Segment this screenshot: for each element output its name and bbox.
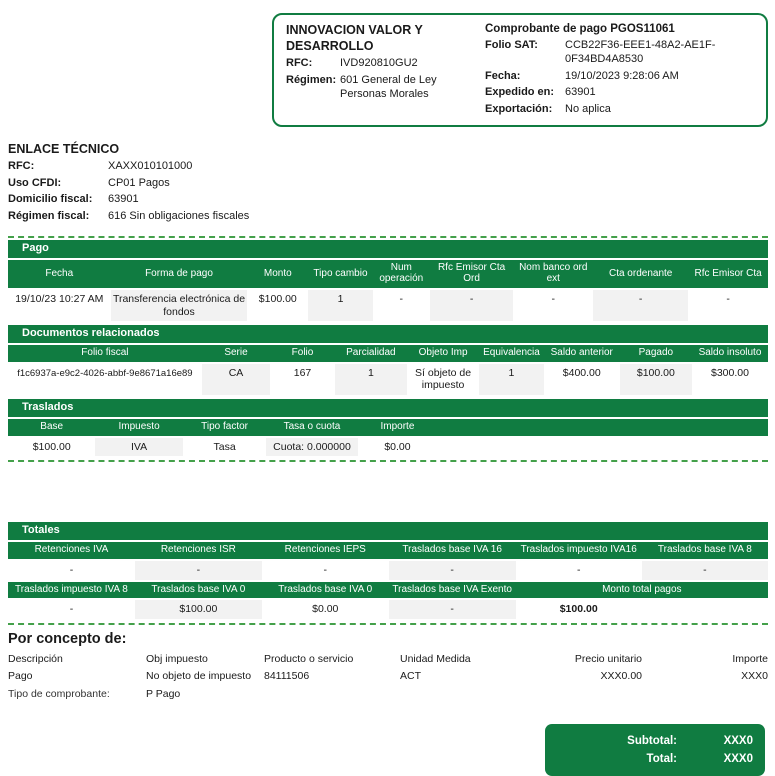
documentos-header-cell: Serie (202, 345, 270, 362)
pago-header-cell: Num operación (373, 260, 430, 288)
traslados-table (8, 399, 768, 458)
receiver-info (8, 142, 775, 224)
dashed-separator (8, 623, 768, 625)
documentos-table (8, 325, 768, 397)
pago-header-cell: Fecha (8, 260, 111, 288)
folio-sat-value: CCB22F36-EEE1-48A2-AE1F-0F34BD4A8530 (565, 39, 716, 65)
totales-header-cell: Traslados base IVA 0 (135, 582, 262, 599)
traslados-header-cell: Tipo factor (183, 419, 267, 436)
total-value: XXX0 (723, 752, 753, 765)
fecha-value: 19/10/2023 9:28:06 AM (565, 69, 679, 82)
totales-monto-total-value: $100.00 (516, 600, 642, 619)
voucher-title: Comprobante de pago PGOS11061 (485, 23, 675, 35)
traslados-data-cell: $0.00 (358, 438, 438, 457)
traslados-header-row (8, 419, 768, 436)
emitter-name: INNOVACION VALOR Y DESARROLLO (286, 23, 423, 53)
dashed-separator (8, 460, 768, 462)
dashed-separator (8, 236, 768, 238)
totales-header-cell: Traslados base IVA 0 (262, 582, 389, 599)
receiver-usocfdi-label: Uso CFDI: (8, 176, 62, 189)
concepto-header-obj-impuesto: Obj impuesto (146, 652, 208, 665)
documentos-header-cell: Equivalencia (479, 345, 544, 362)
totales-data-row-2 (8, 600, 768, 619)
concepto-section (8, 631, 768, 704)
pago-header-cell: Rfc Emisor Cta Ord (430, 260, 514, 288)
receiver-regimen-label: Régimen fiscal: (8, 210, 90, 222)
traslados-table-title: Traslados (8, 399, 768, 417)
totales-data-cell: - (8, 600, 135, 619)
pago-data-cell: Transferencia electrónica de fondos (111, 290, 248, 321)
totales-data-cell: - (516, 561, 642, 580)
concepto-value-unidad: ACT (400, 670, 421, 683)
totales-header-cell: Traslados impuesto IVA 8 (8, 582, 135, 599)
emitter-rfc-label: RFC: (286, 57, 313, 70)
receiver-domicilio-label: Domicilio fiscal: (8, 193, 93, 206)
pago-header-cell: Rfc Emisor Cta (688, 260, 768, 288)
totales-data-cell: $0.00 (262, 600, 389, 619)
totales-header-cell: Traslados base IVA Exento (389, 582, 516, 599)
pago-header-cell: Forma de pago (111, 260, 248, 288)
concepto-header-producto: Producto o servicio (264, 652, 354, 665)
receiver-usocfdi-value: CP01 Pagos (108, 176, 170, 189)
totals-box (545, 724, 765, 776)
documentos-header-row (8, 345, 768, 362)
pago-data-cell: - (373, 290, 430, 321)
documentos-header-cell: Saldo insoluto (692, 345, 768, 362)
folio-sat-label: Folio SAT: (485, 39, 538, 51)
documentos-header-cell: Folio fiscal (8, 345, 202, 362)
totales-data-cell: $100.00 (135, 600, 262, 619)
pago-data-cell: $100.00 (247, 290, 308, 321)
concepto-header-descripcion: Descripción (8, 652, 63, 665)
traslados-data-cell: $100.00 (8, 438, 95, 457)
documentos-data-cell: 167 (270, 364, 335, 395)
documentos-header-cell: Folio (270, 345, 335, 362)
pago-table (8, 240, 768, 323)
pago-data-cell: - (513, 290, 593, 321)
concepto-header-importe: Importe (732, 652, 768, 665)
receiver-regimen-value: 616 Sin obligaciones fiscales (108, 210, 250, 222)
documentos-data-row (8, 364, 768, 395)
totales-data-cell: - (389, 600, 516, 619)
receiver-rfc-label: RFC: (8, 159, 35, 172)
traslados-header-filler (437, 419, 768, 436)
totales-header-cell: Retenciones IVA (8, 542, 135, 559)
traslados-data-cell: Tasa (183, 438, 267, 457)
documentos-data-cell: f1c6937a-e9c2-4026-abbf-9e8671a16e89 (8, 364, 202, 395)
traslados-header-cell: Impuesto (95, 419, 182, 436)
exportacion-label: Exportación: (485, 103, 553, 115)
totales-data-cell: - (135, 561, 262, 580)
traslados-data-row (8, 438, 768, 457)
subtotal-value: XXX0 (723, 734, 753, 747)
pago-data-cell: 1 (308, 290, 373, 321)
pago-header-row (8, 260, 768, 288)
totales-header-cell: Traslados base IVA 16 (389, 542, 516, 559)
documentos-data-cell: $300.00 (692, 364, 768, 395)
expedido-label: Expedido en: (485, 86, 555, 99)
receiver-rfc-value: XAXX010101000 (108, 159, 193, 172)
documentos-data-cell: Sí objeto de impuesto (407, 364, 479, 395)
traslados-header-cell: Importe (358, 419, 438, 436)
concepto-value-precio: XXX0.00 (600, 670, 642, 683)
totales-header-cell: Traslados base IVA 8 (642, 542, 768, 559)
emitter-regimen-value: 601 General de Ley Personas Morales (340, 74, 437, 100)
totales-data-filler (642, 600, 768, 619)
traslados-data-cell: Cuota: 0.000000 (266, 438, 357, 457)
receiver-name: ENLACE TÉCNICO (8, 141, 120, 156)
totales-data-cell: - (262, 561, 389, 580)
concepto-value-producto: 84111506 (264, 670, 310, 683)
totales-header-cell: Retenciones ISR (135, 542, 262, 559)
pago-data-cell: 19/10/23 10:27 AM (8, 290, 111, 321)
traslados-data-cell: IVA (95, 438, 182, 457)
documentos-header-cell: Saldo anterior (544, 345, 620, 362)
emitter-info (286, 23, 471, 117)
traslados-data-filler (437, 438, 768, 457)
documentos-header-cell: Parcialidad (335, 345, 407, 362)
concepto-title: Por concepto de: (8, 630, 127, 647)
documentos-data-cell: $100.00 (620, 364, 692, 395)
pago-header-cell: Tipo cambio (308, 260, 373, 288)
concepto-header-unidad: Unidad Medida (400, 652, 471, 665)
emitter-regimen-label: Régimen: (286, 74, 337, 86)
pago-header-cell: Cta ordenante (593, 260, 688, 288)
subtotal-label: Subtotal: (627, 734, 677, 747)
exportacion-value: No aplica (565, 103, 611, 115)
concepto-value-obj-impuesto: No objeto de impuesto (146, 670, 252, 683)
concepto-value-descripcion: Pago (8, 670, 33, 683)
documentos-data-cell: 1 (335, 364, 407, 395)
documentos-table-title: Documentos relacionados (8, 325, 768, 343)
tipo-comprobante-label: Tipo de comprobante: (8, 687, 110, 700)
totales-data-cell: - (642, 561, 768, 580)
documentos-header-cell: Pagado (620, 345, 692, 362)
documentos-data-cell: CA (202, 364, 270, 395)
traslados-header-cell: Base (8, 419, 95, 436)
totales-data-cell: - (389, 561, 516, 580)
pago-header-cell: Monto (247, 260, 308, 288)
tipo-comprobante-value: P Pago (146, 687, 181, 700)
concepto-header-precio: Precio unitario (574, 652, 642, 665)
totales-table-title: Totales (8, 522, 768, 540)
pago-data-cell: - (688, 290, 768, 321)
emitter-rfc-value: IVD920810GU2 (340, 57, 418, 70)
documentos-header-cell: Objeto Imp (407, 345, 479, 362)
concepto-value-importe: XXX0 (741, 670, 768, 683)
expedido-value: 63901 (565, 86, 596, 99)
traslados-header-cell: Tasa o cuota (266, 419, 357, 436)
documentos-data-cell: 1 (479, 364, 544, 395)
totales-data-cell: - (8, 561, 135, 580)
pago-data-cell: - (593, 290, 688, 321)
totales-header-cell: Retenciones IEPS (262, 542, 389, 559)
totales-data-row-1 (8, 561, 768, 580)
totales-header-row-2 (8, 582, 768, 599)
totales-header-cell-monto-total: Monto total pagos (516, 582, 768, 599)
receiver-domicilio-value: 63901 (108, 193, 139, 206)
fecha-label: Fecha: (485, 69, 521, 82)
voucher-info (485, 23, 754, 117)
pago-header-cell: Nom banco ord ext (513, 260, 593, 288)
pago-data-row (8, 290, 768, 321)
total-label: Total: (646, 752, 677, 765)
totales-header-row-1 (8, 542, 768, 559)
pago-data-cell: - (430, 290, 514, 321)
totales-header-cell: Traslados impuesto IVA16 (516, 542, 642, 559)
totales-table (8, 522, 768, 620)
pago-table-title: Pago (8, 240, 768, 258)
voucher-header-box (272, 13, 768, 127)
documentos-data-cell: $400.00 (544, 364, 620, 395)
